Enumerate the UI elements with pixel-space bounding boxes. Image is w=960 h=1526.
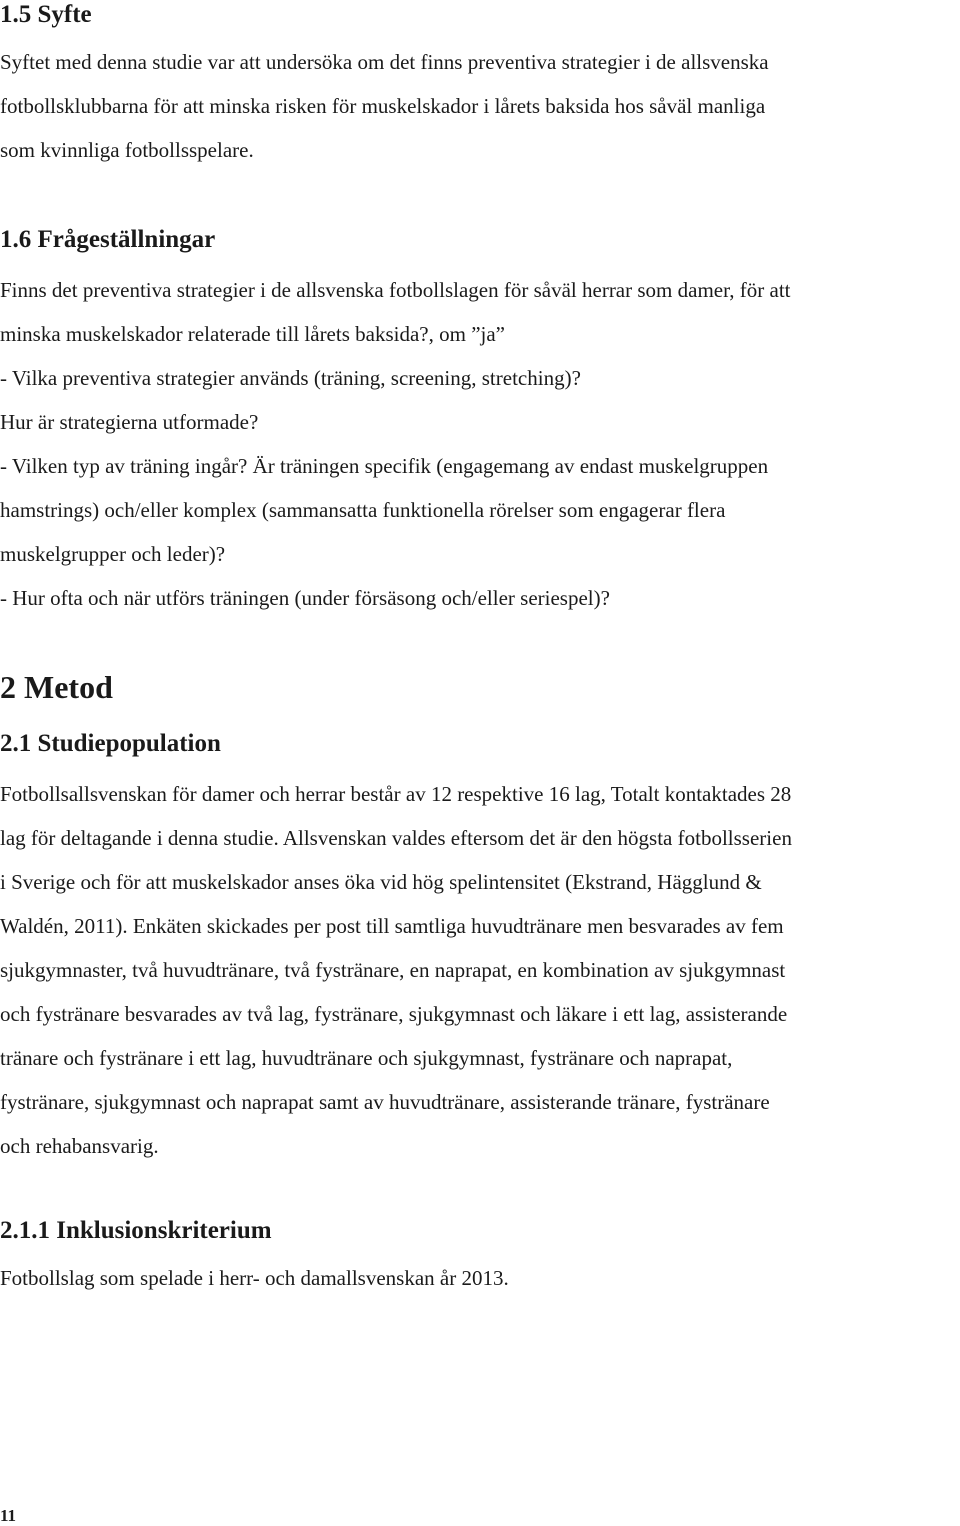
text-line: muskelgrupper och leder)?	[0, 542, 226, 566]
text-line: och fystränare besvarades av två lag, fystränare, sjukgymnast och läkare i ett lag, assisterande	[0, 1002, 788, 1026]
text-line: - Vilka preventiva strategier används (träning, screening, stretching)?	[0, 366, 581, 390]
heading-1-6-fragestallningar: 1.6 Frågeställningar	[0, 226, 216, 253]
text-line: sjukgymnaster, två huvudtränare, två fystränare, en naprapat, en kombination av sjukgymnast	[0, 958, 786, 982]
text-line: - Hur ofta och när utförs träningen (under försäsong och/eller seriespel)?	[0, 586, 610, 610]
paragraph-syfte	[0, 40, 960, 172]
text-line: Waldén, 2011). Enkäten skickades per post till samtliga huvudtränare men besvarades av fem	[0, 914, 784, 938]
text-line: Hur är strategierna utformade?	[0, 410, 259, 434]
heading-2-metod: 2 Metod	[0, 669, 113, 705]
paragraph-inklusionskriterium	[0, 1256, 960, 1300]
text-line: och rehabansvarig.	[0, 1134, 159, 1158]
paragraph-fragestallningar	[0, 268, 960, 620]
text-line: Finns det preventiva strategier i de allsvenska fotbollslagen för såväl herrar som damer, för att	[0, 278, 791, 302]
heading-1-5-syfte: 1.5 Syfte	[0, 1, 92, 28]
text-line: fystränare, sjukgymnast och naprapat samt av huvudtränare, assisterande tränare, fystränare	[0, 1090, 770, 1114]
text-line: - Vilken typ av träning ingår? Är träningen specifik (engagemang av endast muskelgruppen	[0, 454, 769, 478]
heading-2-1-1-inklusionskriterium: 2.1.1 Inklusionskriterium	[0, 1217, 272, 1244]
paragraph-studiepopulation	[0, 772, 960, 1168]
text-line: minska muskelskador relaterade till lårets baksida?, om ”ja”	[0, 322, 505, 346]
page-number: 11	[0, 1506, 17, 1525]
text-line: Fotbollslag som spelade i herr- och damallsvenskan år 2013.	[0, 1266, 509, 1290]
text-line: i Sverige och för att muskelskador anses öka vid hög spelintensitet (Ekstrand, Hägglund &	[0, 870, 762, 894]
text-line: lag för deltagande i denna studie. Allsvenskan valdes eftersom det är den högsta fotbollsserien	[0, 826, 792, 850]
text-line: tränare och fystränare i ett lag, huvudtränare och sjukgymnast, fystränare och naprapat,	[0, 1046, 733, 1070]
text-line: Syftet med denna studie var att undersöka om det finns preventiva strategier i de allsvenska	[0, 50, 769, 74]
text-line: som kvinnliga fotbollsspelare.	[0, 138, 254, 162]
text-line: hamstrings) och/eller komplex (sammansatta funktionella rörelser som engagerar flera	[0, 498, 726, 522]
heading-2-1-studiepopulation: 2.1 Studiepopulation	[0, 730, 221, 757]
text-line: Fotbollsallsvenskan för damer och herrar består av 12 respektive 16 lag, Totalt kontaktades 28	[0, 782, 792, 806]
text-line: fotbollsklubbarna för att minska risken för muskelskador i lårets baksida hos såväl manliga	[0, 94, 766, 118]
